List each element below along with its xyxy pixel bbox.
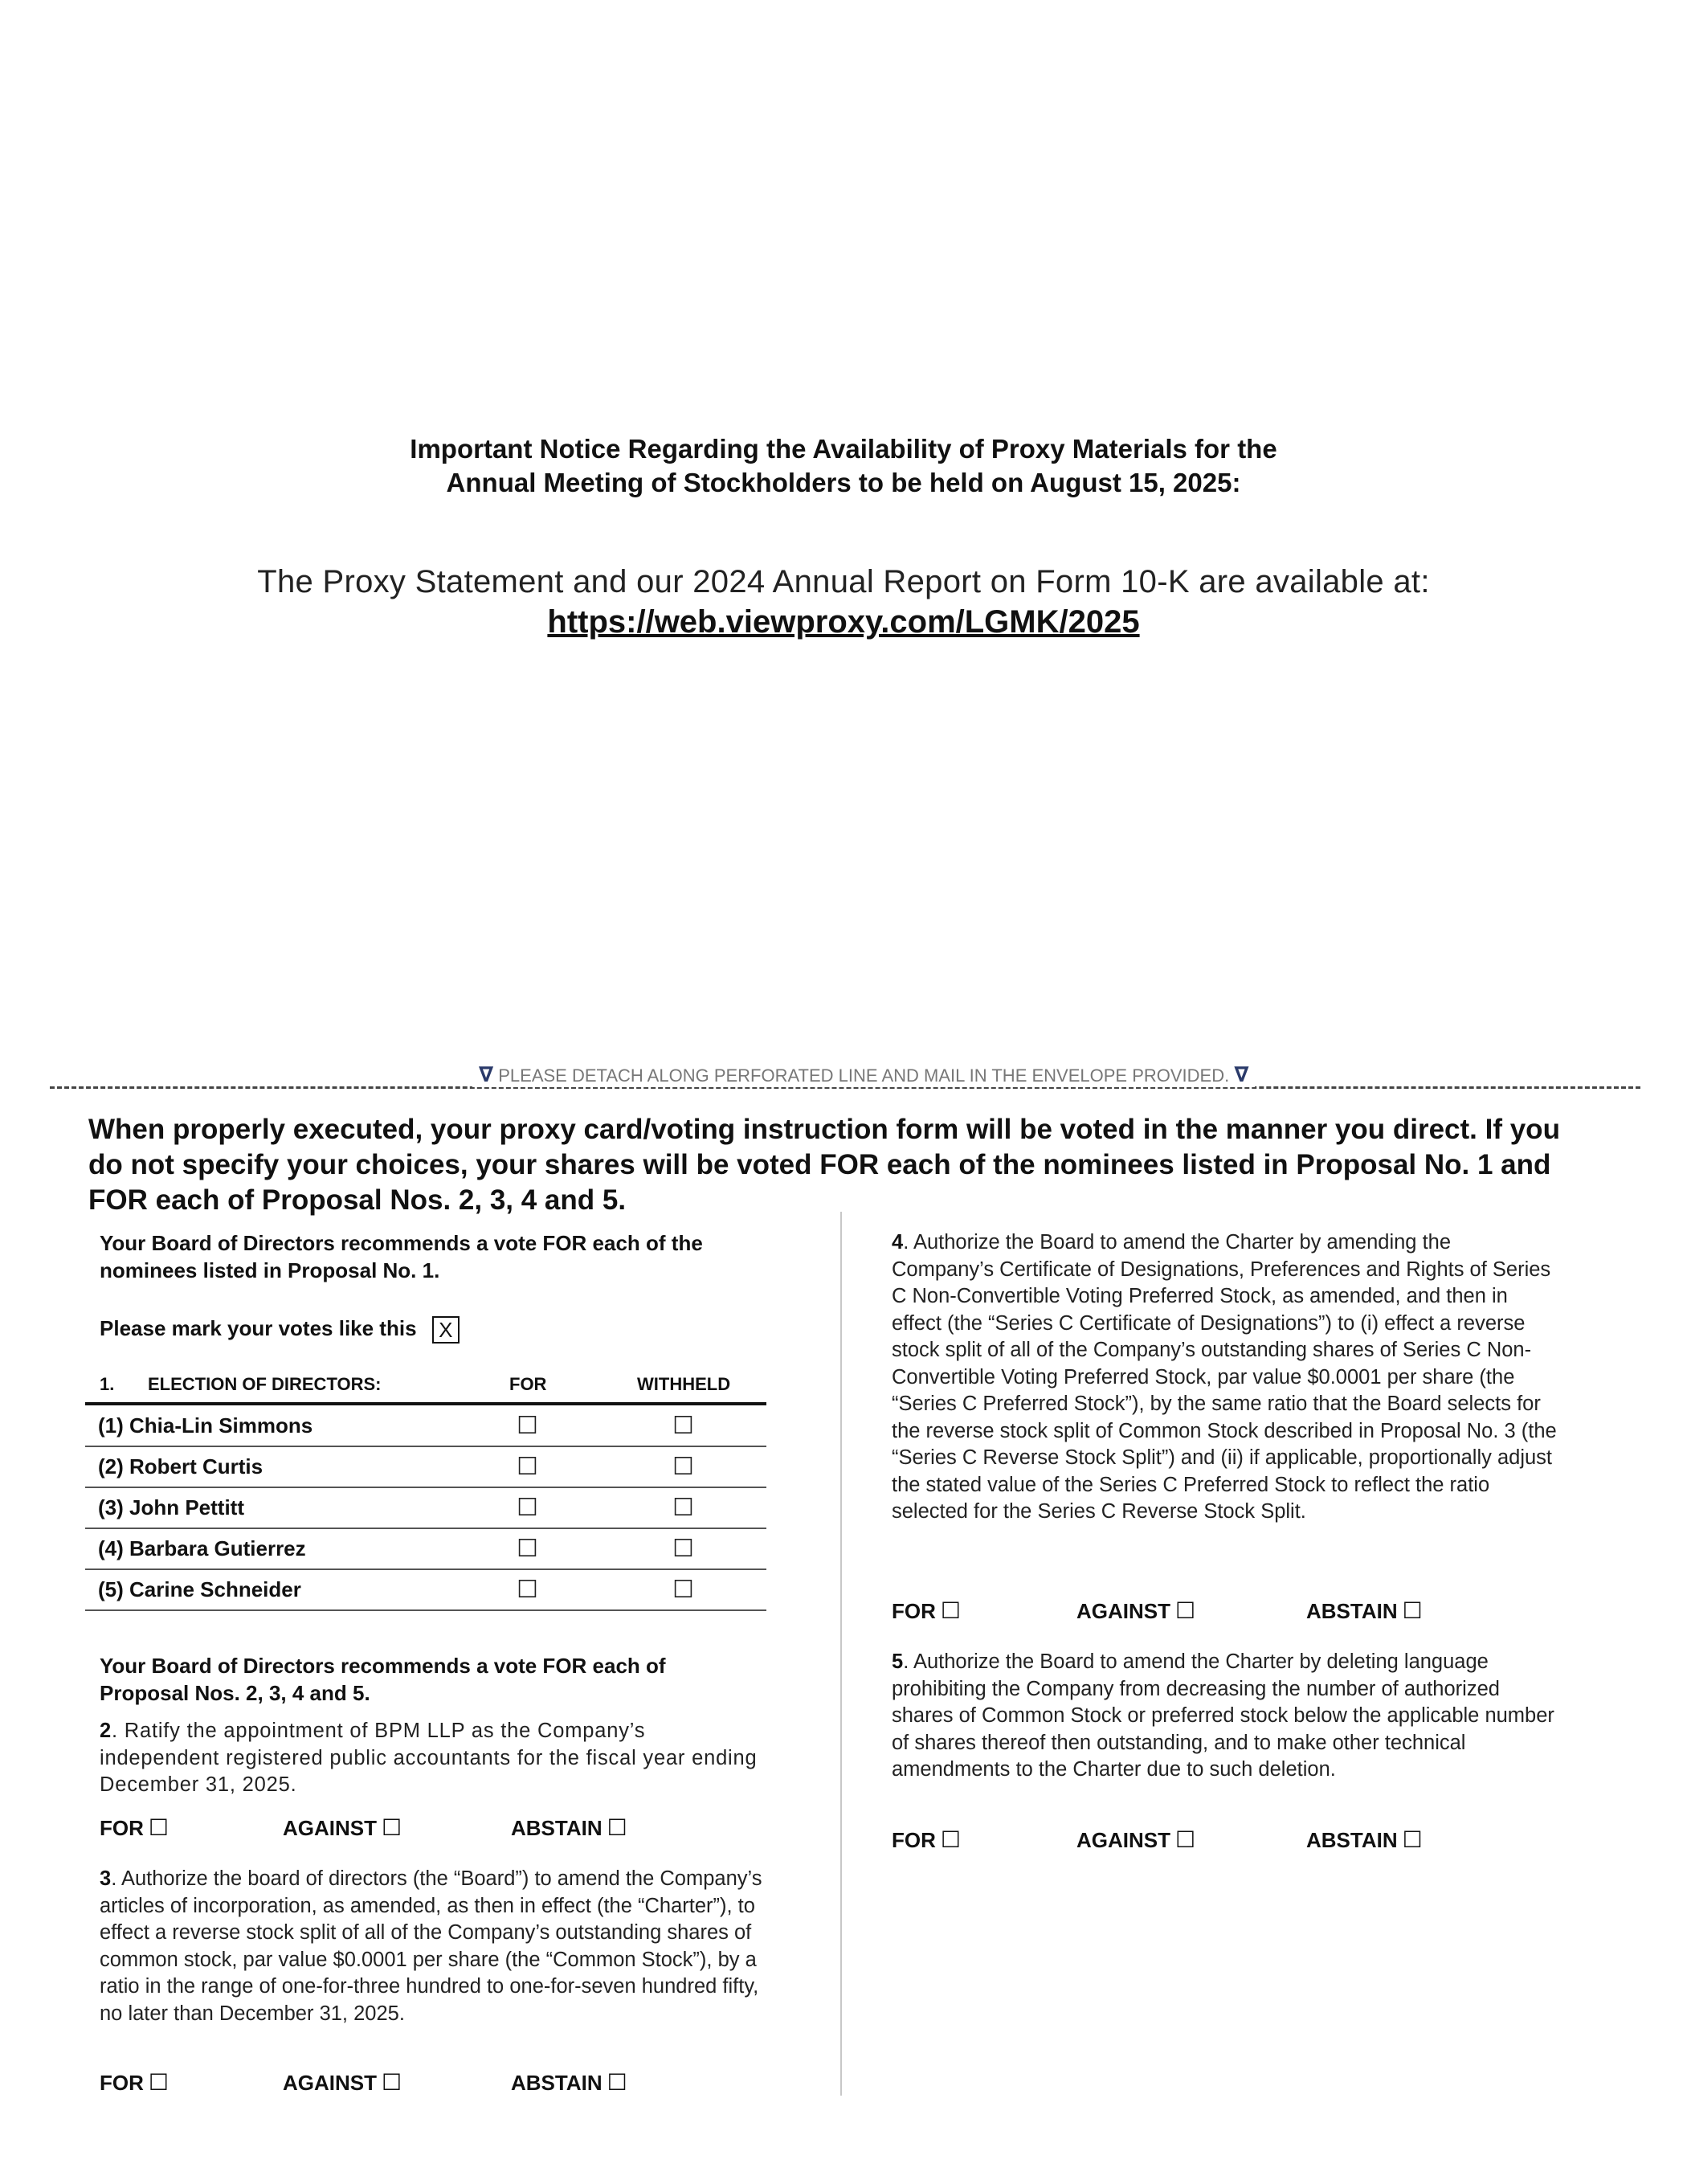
- against-option[interactable]: AGAINST ☐: [283, 2070, 402, 2095]
- board-recommendation-2: [100, 1652, 807, 1707]
- abstain-option[interactable]: ABSTAIN ☐: [511, 2070, 627, 2095]
- proposal-description: . Authorize the Board to amend the Charter by deleting language prohibiting the Company from decreasing the number of authorized shares of Common Stock or preferred stock below the applicable number of shares thereof then outstanding, and to make other technical amendments to the Charter due to such deletion.: [892, 1650, 1554, 1781]
- column-for-header: FOR: [509, 1374, 547, 1394]
- against-option[interactable]: AGAINST ☐: [1076, 1827, 1196, 1852]
- table-row: [85, 1569, 766, 1611]
- for-checkbox[interactable]: ☐: [148, 1815, 169, 1840]
- withheld-checkbox[interactable]: ☐: [672, 1495, 694, 1521]
- for-checkbox[interactable]: ☐: [940, 1827, 961, 1852]
- down-triangle-icon: ∇: [479, 1062, 494, 1086]
- board-recommendation-1: [100, 1229, 807, 1284]
- against-option[interactable]: AGAINST ☐: [283, 1815, 402, 1840]
- abstain-option[interactable]: ABSTAIN ☐: [511, 1815, 627, 1840]
- mark-votes-label: Please mark your votes like this: [100, 1316, 417, 1340]
- notice-heading: [0, 432, 1687, 500]
- withheld-checkbox[interactable]: ☐: [672, 1577, 694, 1603]
- voting-instructions: When properly executed, your proxy card/voting instruction form will be voted in the manner you direct. If you do not specify your choices, your shares will be voted FOR each of the nominees listed in Proposal No. 1 and FOR each of Proposal Nos. 2, 3, 4 and 5.: [88, 1114, 1560, 1216]
- abstain-option[interactable]: ABSTAIN ☐: [1306, 1827, 1423, 1852]
- recommendation-line: Your Board of Directors recommends a vote FOR each of the: [100, 1231, 703, 1255]
- for-option[interactable]: FOR ☐: [100, 1815, 169, 1840]
- withheld-checkbox[interactable]: ☐: [672, 1536, 694, 1562]
- for-option[interactable]: FOR ☐: [892, 1827, 961, 1852]
- proxy-url-link[interactable]: https://web.viewproxy.com/LGMK/2025: [547, 604, 1140, 640]
- recommendation-line: Your Board of Directors recommends a vote FOR each of: [100, 1654, 666, 1678]
- nominee-name: (2) Robert Curtis: [98, 1454, 263, 1478]
- against-option[interactable]: AGAINST ☐: [1076, 1598, 1196, 1623]
- proposal-description: . Authorize the Board to amend the Charter by amending the Company’s Certificate of Designations, Preferences and Rights of Series C Non-Convertible Voting Preferred Stock, as amended, and then in effect (the “Series C Certificate of Designations”) to (i) effect a reverse stock split of all of the Company’s outstanding shares of Series C Non-Convertible Voting Preferred Stock, par value $0.0001 per share (the “Series C Preferred Stock”), by the same ratio that the Board selects for the reverse stock split of Common Stock described in Proposal No. 3 (the “Series C Reverse Stock Split”) and (ii) if applicable, proportionally adjust the stated value of the Series C Preferred Stock to reflect the ratio selected for the Series C Reverse Stock Split.: [892, 1231, 1557, 1523]
- for-checkbox[interactable]: ☐: [517, 1536, 538, 1562]
- abstain-checkbox[interactable]: ☐: [1402, 1827, 1423, 1852]
- notice-line-1: Important Notice Regarding the Availability of Proxy Materials for the: [410, 434, 1277, 464]
- proposal-number: 3: [100, 1867, 112, 1890]
- proposal-4-text: [892, 1229, 1558, 1526]
- abstain-checkbox[interactable]: ☐: [607, 1815, 627, 1840]
- withheld-checkbox[interactable]: ☐: [672, 1413, 694, 1439]
- for-option[interactable]: FOR ☐: [892, 1598, 961, 1623]
- column-withheld-header: WITHHELD: [637, 1374, 731, 1394]
- example-x-box: X: [432, 1316, 460, 1344]
- for-checkbox[interactable]: ☐: [517, 1454, 538, 1480]
- proposal-number: 5: [892, 1650, 904, 1673]
- against-checkbox[interactable]: ☐: [1175, 1598, 1196, 1623]
- notice-line-2: Annual Meeting of Stockholders to be held on August 15, 2025:: [446, 468, 1241, 497]
- proposal-number: 4: [892, 1231, 904, 1254]
- detach-instruction: [472, 1062, 1255, 1087]
- proposal-5-text: [892, 1649, 1558, 1784]
- down-triangle-icon: ∇: [1234, 1062, 1249, 1086]
- for-checkbox[interactable]: ☐: [517, 1495, 538, 1521]
- for-checkbox[interactable]: ☐: [517, 1413, 538, 1439]
- election-number: 1.: [100, 1374, 115, 1394]
- proposal-description: . Ratify the appointment of BPM LLP as the Company’s independent registered public accountants for the fiscal year ending December 31, 2025.: [100, 1720, 758, 1796]
- recommendation-line: nominees listed in Proposal No. 1.: [100, 1258, 440, 1282]
- abstain-option[interactable]: ABSTAIN ☐: [1306, 1598, 1423, 1623]
- nominee-name: (4) Barbara Gutierrez: [98, 1536, 306, 1560]
- for-option[interactable]: FOR ☐: [100, 2070, 169, 2095]
- proposal-number: 2: [100, 1720, 112, 1742]
- against-checkbox[interactable]: ☐: [1175, 1827, 1196, 1852]
- abstain-checkbox[interactable]: ☐: [1402, 1598, 1423, 1623]
- nominee-name: (5) Carine Schneider: [98, 1577, 301, 1601]
- for-checkbox[interactable]: ☐: [148, 2070, 169, 2095]
- election-title: ELECTION OF DIRECTORS:: [148, 1374, 382, 1394]
- proposal-description: . Authorize the board of directors (the “Board”) to amend the Company’s articles of incorporation, as amended, as then in effect (the “Charter”), to effect a reverse stock split of all of the Company’s outstanding shares of common stock, par value $0.0001 per share (the “Common Stock”), by a ratio in the range of one-for-three hundred to one-for-seven hundred fifty, no later than December 31, 2025.: [100, 1867, 762, 2025]
- detach-text: PLEASE DETACH ALONG PERFORATED LINE AND MAIL IN THE ENVELOPE PROVIDED.: [498, 1065, 1230, 1086]
- table-row: [85, 1528, 766, 1570]
- for-checkbox[interactable]: ☐: [517, 1577, 538, 1603]
- column-divider: [840, 1212, 842, 2096]
- nominee-name: (1) Chia-Lin Simmons: [98, 1413, 313, 1438]
- table-row: [85, 1487, 766, 1529]
- proposal-3-text: [100, 1866, 766, 2027]
- nominee-name: (3) John Pettitt: [98, 1495, 244, 1519]
- withheld-checkbox[interactable]: ☐: [672, 1454, 694, 1480]
- proposal-2-text: [100, 1718, 766, 1799]
- against-checkbox[interactable]: ☐: [382, 1815, 402, 1840]
- mark-votes-example: [100, 1316, 460, 1344]
- table-row: [85, 1405, 766, 1447]
- recommendation-line: Proposal Nos. 2, 3, 4 and 5.: [100, 1681, 370, 1705]
- abstain-checkbox[interactable]: ☐: [607, 2070, 627, 2095]
- against-checkbox[interactable]: ☐: [382, 2070, 402, 2095]
- table-row: [85, 1446, 766, 1488]
- availability-text: The Proxy Statement and our 2024 Annual Report on Form 10-K are available at:: [257, 564, 1430, 599]
- for-checkbox[interactable]: ☐: [940, 1598, 961, 1623]
